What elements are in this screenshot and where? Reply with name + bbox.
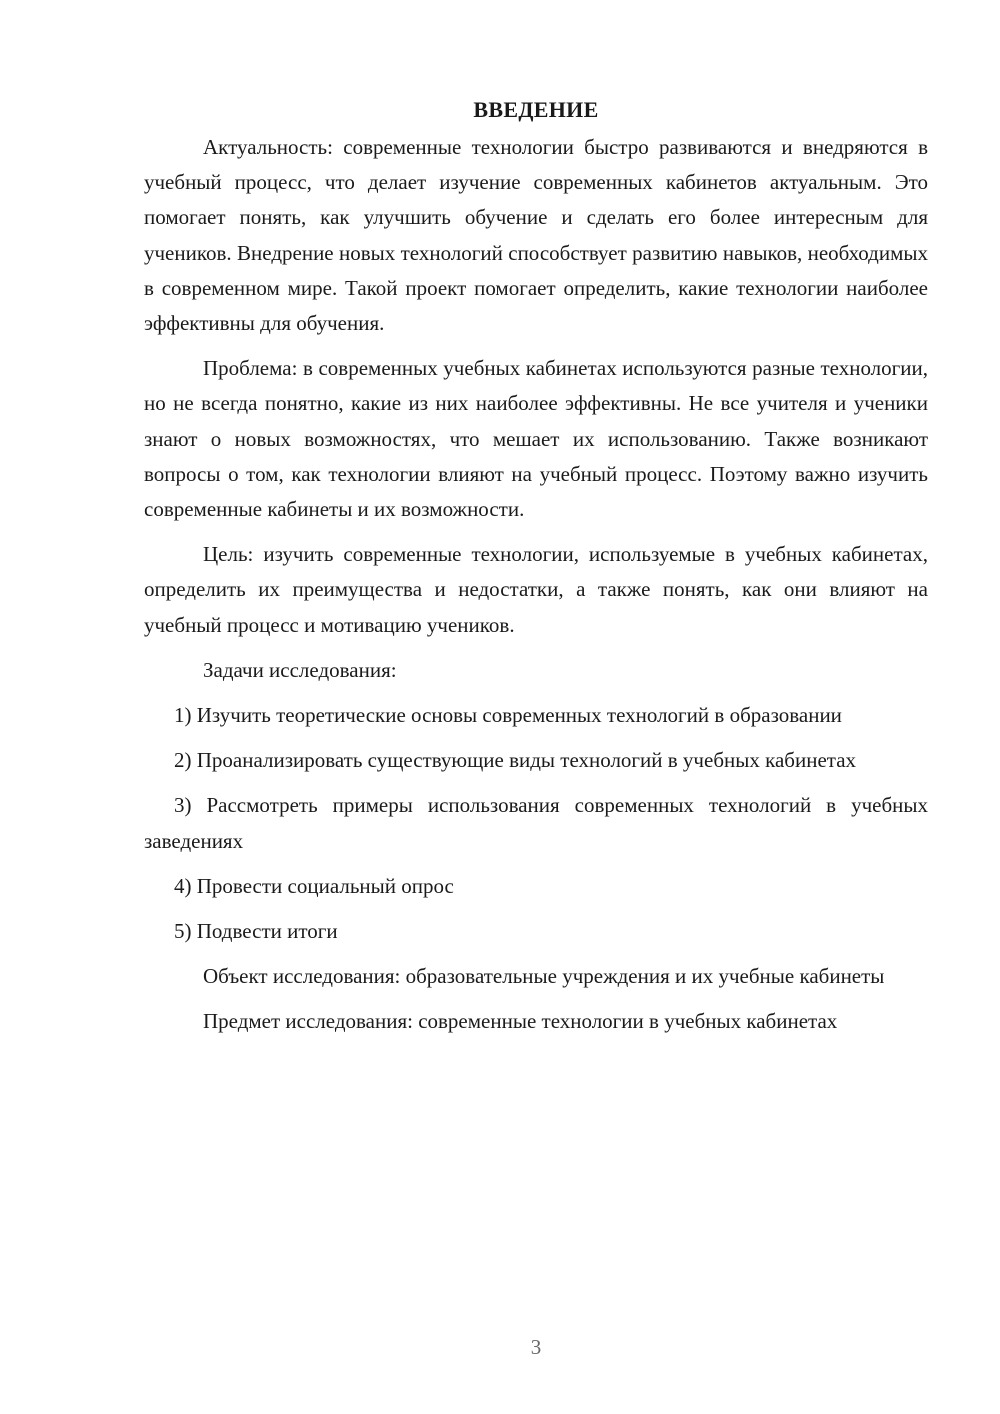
problem-paragraph: Проблема: в современных учебных кабинетах используются разные технологии, но не всегда понятно, какие из них наиболее эффективны. Не все учителя и ученики знают о новых возможностях, что мешает их использованию. Также возникают вопросы о том, как технологии влияют на учебный процесс. Поэтому важно изучить современные кабинеты и их возможности. (144, 356, 928, 522)
research-object-paragraph: Объект исследования: образовательные учреждения и их учебные кабинеты (203, 964, 885, 989)
task-item-2: 2) Проанализировать существующие виды технологий в учебных кабинетах (174, 748, 857, 773)
tasks-intro: Задачи исследования: (203, 657, 397, 682)
tasks-list (144, 698, 928, 949)
relevance-paragraph: Актуальность: современные технологии быстро развиваются и внедряются в учебный процесс, что делает изучение современных кабинетов актуальным. Это помогает понять, как улучшить обучение и сделать его более интересным для учеников. Внедрение новых технологий способствует развитию навыков, необходимых в современном мире. Такой проект помогает определить, какие технологии наиболее эффективны для обучения. (144, 135, 928, 336)
task-item-5: 5) Подвести итоги (174, 919, 338, 944)
goal-paragraph: Цель: изучить современные технологии, используемые в учебных кабинетах, определить их преимущества и недостатки, а также понять, как они влияют на учебный процесс и мотивацию учеников. (144, 542, 928, 637)
document-page (144, 90, 928, 1050)
research-subject-paragraph: Предмет исследования: современные технологии в учебных кабинетах (203, 1009, 838, 1034)
page-number: 3 (530, 1335, 542, 1359)
task-item-4: 4) Провести социальный опрос (174, 873, 454, 898)
page-title: ВВЕДЕНИЕ (473, 97, 599, 122)
task-item-1: 1) Изучить теоретические основы современных технологий в образовании (174, 703, 842, 728)
task-item-3: 3) Рассмотреть примеры использования современных технологий в учебных заведениях (144, 793, 928, 853)
